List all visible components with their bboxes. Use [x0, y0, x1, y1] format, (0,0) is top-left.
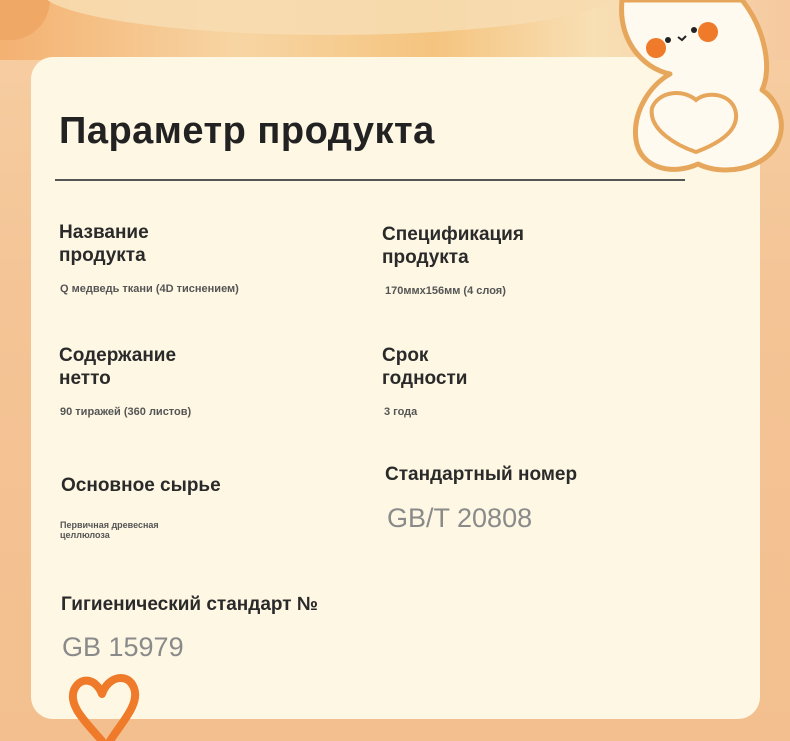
field-label-product-name: Название продукта: [59, 222, 149, 266]
leaf-decoration: [0, 0, 50, 40]
field-label-specification: Спецификация продукта: [382, 224, 524, 268]
heart-icon: [62, 672, 152, 741]
field-label-hygiene-standard: Гигиенический стандарт №: [61, 594, 319, 615]
field-value-hygiene-standard: GB 15979: [62, 632, 184, 662]
field-label-net-content: Содержание нетто: [59, 345, 177, 389]
bear-icon: [612, 0, 790, 185]
field-value-product-name: Q медведь ткани (4D тиснением): [60, 283, 239, 295]
field-value-net-content: 90 тиражей (360 листов): [60, 406, 192, 418]
field-label-raw-material: Основное сырье: [61, 475, 221, 496]
arc-decoration: [40, 0, 620, 35]
page-title: Параметр продукта: [59, 110, 435, 152]
field-value-raw-material: Первичная древесная целлюлоза: [60, 520, 159, 540]
field-value-standard-number: GB/T 20808: [387, 503, 533, 533]
field-value-shelf-life: 3 года: [384, 406, 418, 418]
title-divider: [55, 179, 685, 181]
field-value-specification: 170ммх156мм (4 слоя): [385, 285, 506, 297]
field-label-standard-number: Стандартный номер: [385, 464, 578, 485]
field-label-shelf-life: Срок годности: [382, 345, 468, 389]
